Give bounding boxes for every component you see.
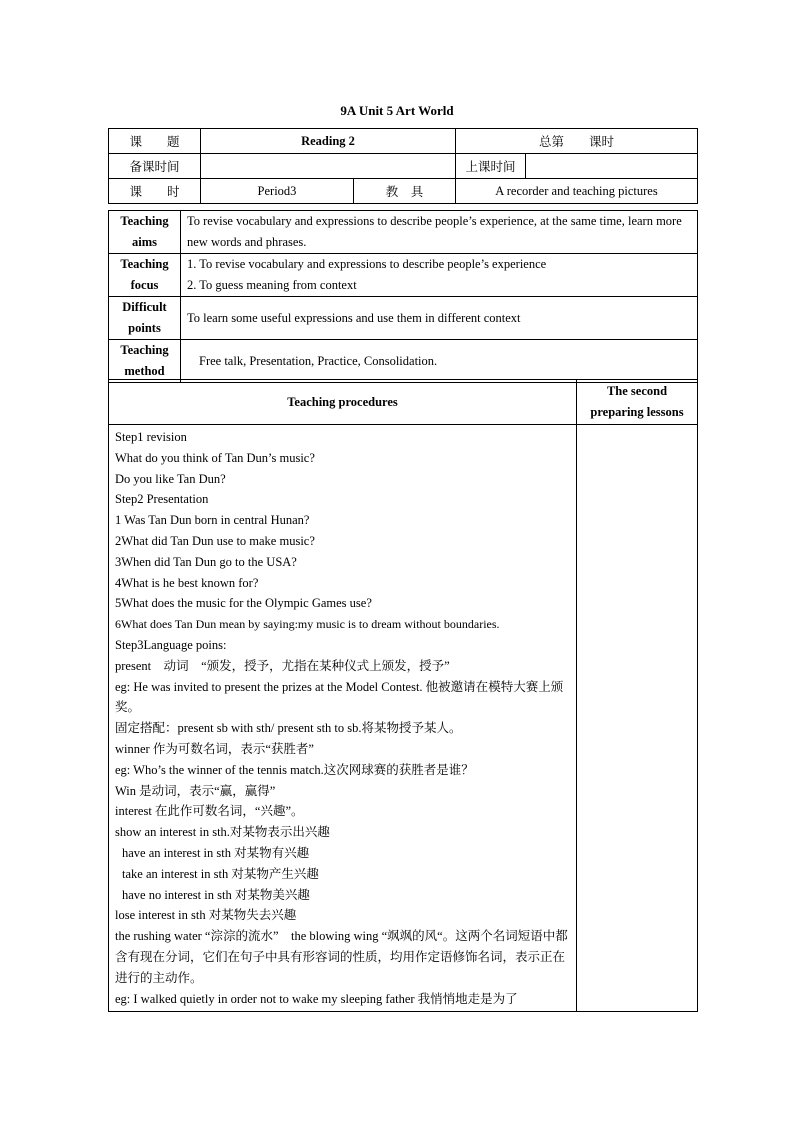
procedure-line: winner 作为可数名词，表示“获胜者”	[115, 741, 314, 756]
topic-label: 课 题	[109, 129, 201, 154]
procedure-line: Step3Language poins:	[115, 637, 227, 652]
procedure-line: Step2 Presentation	[115, 492, 209, 507]
prep-time-value	[201, 154, 456, 179]
time-row	[109, 154, 698, 179]
procedure-line: have no interest in sth 对某物美兴趣	[122, 887, 310, 902]
procedures-content	[109, 425, 577, 1012]
focus-item-2: 2. To guess meaning from context	[187, 278, 357, 292]
procedure-line: What do you think of Tan Dun’s music?	[115, 450, 315, 465]
focus-item-1: 1. To revise vocabulary and expressions to describe people’s experience	[187, 257, 547, 271]
total-label: 总第 课时	[456, 129, 698, 154]
procedure-line: eg: He was invited to present the prizes at the Model Contest. 他被邀请在模特大赛上颁奖。	[115, 679, 564, 715]
procedure-line: Do you like Tan Dun?	[115, 471, 226, 486]
focus-row	[109, 254, 698, 297]
period-value: Period3	[201, 179, 354, 204]
procedure-line: 4What is he best known for?	[115, 575, 259, 590]
procedure-line: take an interest in sth 对某物产生兴趣	[122, 866, 319, 881]
procedure-line: lose interest in sth 对某物失去兴趣	[115, 908, 297, 923]
focus-value	[181, 254, 698, 297]
period-row	[109, 179, 698, 204]
procedures-body-row	[109, 425, 698, 1012]
procedure-line: 2What did Tan Dun use to make music?	[115, 533, 315, 548]
procedures-header: Teaching procedures	[109, 380, 577, 425]
header-table	[108, 128, 698, 204]
procedure-line: eg: Who’s the winner of the tennis match.这次网球赛的获胜者是谁？	[115, 762, 474, 777]
method-label: Teaching method	[109, 340, 181, 383]
aims-value: To revise vocabulary and expressions to describe people’s experience, at the same time, learn more new words and phrases.	[181, 211, 698, 254]
procedure-line: interest 在此作可数名词，“兴趣”。	[115, 804, 304, 819]
procedure-line: show an interest in sth.对某物表示出兴趣	[115, 825, 330, 840]
aids-value: A recorder and teaching pictures	[456, 179, 698, 204]
aids-label: 教 具	[354, 179, 456, 204]
procedure-line: 固定搭配：present sb with sth/ present sth to sb.将某物授予某人。	[115, 721, 462, 736]
focus-label: Teaching focus	[109, 254, 181, 297]
procedure-line: the rushing water “淙淙的流水” the blowing wing “飒飒的风“。这两个名词短语中都含有现在分词，它们在句子中具有形容词的性质，均用作定语修饰名词，表示正在进行的主动作。	[115, 929, 568, 985]
topic-value: Reading 2	[201, 129, 456, 154]
period-label: 课 时	[109, 179, 201, 204]
aims-label: Teaching aims	[109, 211, 181, 254]
difficult-row	[109, 297, 698, 340]
procedure-line: Win 是动词，表示“赢，赢得”	[115, 783, 276, 798]
procedure-line: 1 Was Tan Dun born in central Hunan?	[115, 513, 310, 528]
procedures-header-row	[109, 380, 698, 425]
difficult-label: Difficult points	[109, 297, 181, 340]
topic-row	[109, 129, 698, 154]
second-preparing-content	[577, 425, 698, 1012]
procedure-line: have an interest in sth 对某物有兴趣	[122, 845, 310, 860]
procedures-table	[108, 379, 698, 1012]
class-time-label: 上课时间	[456, 154, 526, 179]
method-value: Free talk, Presentation, Practice, Consolidation.	[181, 340, 698, 383]
procedure-line: 5What does the music for the Olympic Games use?	[115, 596, 372, 611]
second-preparing-header: The second preparing lessons	[577, 380, 698, 425]
procedure-line: 6What does Tan Dun mean by saying:my music is to dream without boundaries.	[115, 617, 500, 632]
method-row	[109, 340, 698, 383]
difficult-value: To learn some useful expressions and use them in different context	[181, 297, 698, 340]
aims-row	[109, 211, 698, 254]
class-time-value	[526, 154, 698, 179]
procedure-line: eg: I walked quietly in order not to wake my sleeping father 我悄悄地走是为了	[115, 991, 518, 1006]
procedure-line: present 动词 “颁发，授予，尤指在某种仪式上颁发，授予”	[115, 658, 450, 673]
procedure-line: Step1 revision	[115, 430, 187, 444]
page-title: 9A Unit 5 Art World	[340, 103, 454, 118]
prep-time-label: 备课时间	[109, 154, 201, 179]
info-table	[108, 210, 698, 383]
procedure-line: 3When did Tan Dun go to the USA?	[115, 554, 297, 569]
